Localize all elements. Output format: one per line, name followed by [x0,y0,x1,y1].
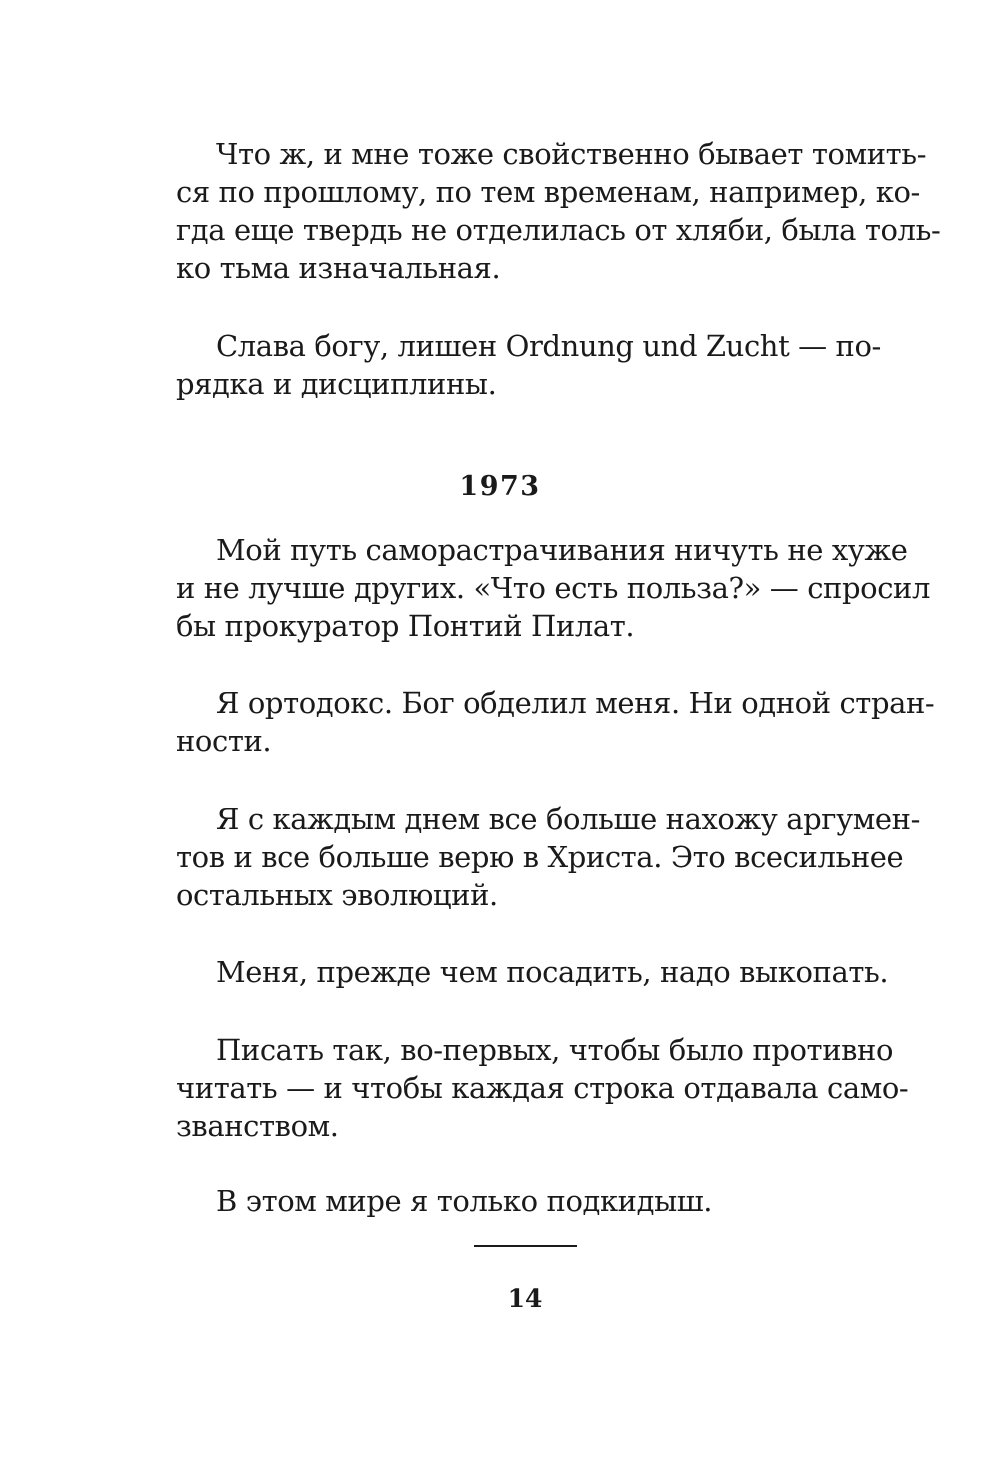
text-line: ся по прошлому, по тем временам, например, ко- [176,175,920,209]
text-line: остальных эволюций. [176,878,498,912]
text-line: гда еще твердь не отделилась от хляби, была толь- [176,213,941,247]
text-line: Мой путь саморастрачивания ничуть не хуже [216,533,908,567]
page-number: 14 [507,1284,543,1313]
text-line: тов и все больше верю в Христа. Это всесильнее [176,840,904,874]
text-line: читать — и чтобы каждая строка отдавала само- [176,1071,909,1105]
text-line: ности. [176,724,272,758]
section-heading: 1973 [459,471,541,502]
text-line: Что ж, и мне тоже свойственно бывает томить- [216,137,927,171]
text-line: бы прокуратор Понтий Пилат. [176,609,635,643]
text-line: Писать так, во-первых, чтобы было противно [216,1033,894,1067]
text-line: Меня, прежде чем посадить, надо выкопать. [216,955,889,989]
text-line: званством. [176,1109,339,1143]
text-line: рядка и дисциплины. [176,367,497,401]
footer-divider [474,1245,577,1247]
text-line: и не лучше других. «Что есть польза?» — спросил [176,571,931,605]
text-line: ко тьма изначальная. [176,251,501,285]
text-line: Я с каждым днем все больше нахожу аргумен- [216,802,920,836]
text-line: В этом мире я только подкидыш. [216,1184,713,1218]
text-line: Я ортодокс. Бог обделил меня. Ни одной стран- [216,686,935,720]
text-line: Слава богу, лишен Ordnung und Zucht — по- [216,329,881,363]
